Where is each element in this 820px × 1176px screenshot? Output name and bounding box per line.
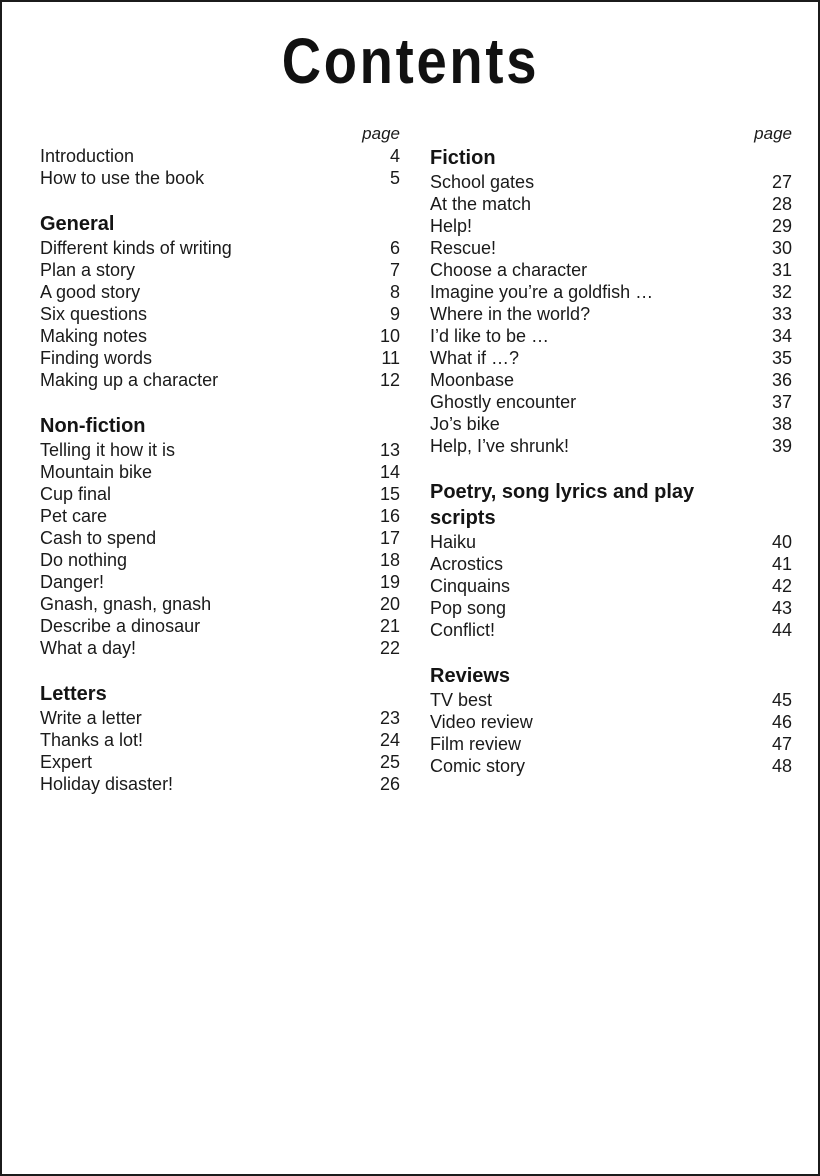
toc-entry-title: Plan a story [40,260,136,280]
toc-entry [40,439,400,461]
toc-entry [40,325,400,347]
toc-section [430,663,792,777]
toc-section [40,413,400,659]
toc-entry-title: Cash to spend [40,528,157,548]
toc-entry [430,435,792,457]
toc-entry [430,391,792,413]
section-heading: Non-fiction [40,415,146,437]
toc-entry [430,619,792,641]
toc-entry-title: Cup final [40,484,112,504]
toc-entry-page: 34 [771,326,792,346]
toc-entry-title: Imagine you’re a goldfish … [430,282,654,302]
toc-entry-page: 5 [389,168,400,188]
toc-entry-title: Gnash, gnash, gnash [40,594,212,614]
toc-entry-title: Different kinds of writing [40,238,232,258]
toc-entry [40,303,400,325]
toc-entry-title: How to use the book [40,168,205,188]
toc-entry-title: Making up a character [40,370,219,390]
toc-entry-page: 21 [379,616,400,636]
toc-entry-page: 7 [389,260,400,280]
toc-entry [40,347,400,369]
toc-column-1 [430,123,792,795]
toc-entry [40,707,400,729]
section-heading: Fiction [430,147,496,169]
toc-entry-page: 24 [379,730,400,750]
toc-entry-page: 30 [771,238,792,258]
toc-section [430,145,792,457]
toc-entry [40,773,400,795]
section-heading: Reviews [430,665,511,687]
toc-column-0 [40,123,400,795]
toc-entry-page: 15 [379,484,400,504]
toc-entry [430,259,792,281]
toc-entry-title: Acrostics [430,554,504,574]
toc-entry [430,755,792,777]
toc-entry-page: 18 [379,550,400,570]
toc-entry-title: Conflict! [430,620,496,640]
toc-entry-title: Describe a dinosaur [40,616,201,636]
toc-entry-page: 33 [771,304,792,324]
toc-entry-page: 26 [379,774,400,794]
toc-entry-title: Video review [430,712,533,732]
toc-entry-title: Moonbase [430,370,515,390]
toc-entry [40,549,400,571]
toc-entry [430,711,792,733]
toc-entry-page: 20 [379,594,400,614]
toc-entry [430,281,792,303]
toc-entry-title: Pet care [40,506,108,526]
toc-entry-title: Cinquains [430,576,511,596]
toc-entry-title: What a day! [40,638,137,658]
toc-entry-title: School gates [430,172,535,192]
toc-entry [430,171,792,193]
toc-entry [40,527,400,549]
toc-entry-page: 16 [379,506,400,526]
toc-entry-page: 6 [389,238,400,258]
toc-entry-title: Where in the world? [430,304,591,324]
toc-entry-title: Six questions [40,304,148,324]
toc-entry-title: Film review [430,734,522,754]
toc-entry-title: A good story [40,282,141,302]
toc-entry [40,593,400,615]
toc-entry-page: 13 [379,440,400,460]
toc-entry-title: Help, I’ve shrunk! [430,436,570,456]
toc-entry [430,553,792,575]
toc-entry-title: Finding words [40,348,153,368]
toc-section [40,211,400,391]
toc-entry-page: 28 [771,194,792,214]
toc-entry-title: Haiku [430,532,477,552]
toc-entry [40,729,400,751]
toc-entry [40,145,400,167]
toc-entry-page: 37 [771,392,792,412]
toc-entry [40,259,400,281]
toc-entry-page: 31 [771,260,792,280]
toc-entry-title: Expert [40,752,93,772]
toc-entry-page: 32 [771,282,792,302]
toc-entry-title: Making notes [40,326,148,346]
toc-entry [40,369,400,391]
toc-entry-title: Do nothing [40,550,128,570]
toc-entry-title: Mountain bike [40,462,153,482]
toc-entry-title: Write a letter [40,708,142,728]
toc-entry-page: 27 [771,172,792,192]
toc-entry-page: 35 [771,348,792,368]
toc-section [40,145,400,189]
toc-columns [40,123,792,795]
page-title: Contents [281,25,539,97]
toc-entry-page: 44 [771,620,792,640]
toc-entry-page: 40 [771,532,792,552]
toc-entry-page: 38 [771,414,792,434]
toc-entry [430,575,792,597]
toc-entry-page: 10 [379,326,400,346]
toc-entry-title: At the match [430,194,532,214]
toc-entry-page: 19 [379,572,400,592]
toc-entry-title: Rescue! [430,238,497,258]
toc-entry [430,733,792,755]
toc-section [430,479,792,641]
section-heading: Letters [40,683,107,705]
toc-entry [430,303,792,325]
toc-entry-title: Help! [430,216,473,236]
toc-entry-title: Holiday disaster! [40,774,174,794]
toc-entry-page: 41 [771,554,792,574]
toc-entry [430,193,792,215]
toc-entry-page: 29 [771,216,792,236]
toc-entry [40,751,400,773]
toc-entry-page: 12 [379,370,400,390]
toc-entry [40,505,400,527]
toc-entry [40,461,400,483]
toc-entry-page: 43 [771,598,792,618]
toc-entry-title: TV best [430,690,493,710]
toc-entry-page: 11 [381,348,400,368]
toc-entry [430,597,792,619]
toc-entry-page: 9 [389,304,400,324]
toc-entry [430,413,792,435]
toc-entry [40,483,400,505]
toc-section [40,681,400,795]
toc-entry [40,615,400,637]
toc-entry-page: 45 [771,690,792,710]
toc-entry-page: 36 [771,370,792,390]
toc-entry [430,369,792,391]
toc-entry-page: 17 [379,528,400,548]
toc-entry-page: 47 [771,734,792,754]
toc-entry [430,347,792,369]
toc-entry [430,531,792,553]
toc-entry-page: 48 [771,756,792,776]
toc-entry-title: I’d like to be … [430,326,550,346]
toc-entry-title: Jo’s bike [430,414,500,434]
toc-entry-title: Choose a character [430,260,588,280]
toc-entry [40,637,400,659]
section-heading: Poetry, song lyrics and play scripts [430,481,695,529]
toc-entry-page: 23 [379,708,400,728]
toc-entry [430,237,792,259]
toc-entry-page: 4 [389,146,400,166]
toc-entry-page: 39 [771,436,792,456]
toc-entry-title: Introduction [40,146,135,166]
toc-entry-page: 14 [379,462,400,482]
page-header [2,24,818,98]
toc-entry-title: Telling it how it is [40,440,176,460]
toc-entry [430,325,792,347]
toc-entry-page: 22 [379,638,400,658]
toc-entry-page: 42 [771,576,792,596]
toc-entry [40,237,400,259]
toc-entry-title: Ghostly encounter [430,392,577,412]
toc-entry [40,571,400,593]
toc-entry-title: Pop song [430,598,507,618]
toc-entry [430,689,792,711]
toc-entry-title: Comic story [430,756,526,776]
toc-entry [40,167,400,189]
toc-entry-title: What if …? [430,348,520,368]
toc-entry [430,215,792,237]
toc-entry [40,281,400,303]
toc-entry-page: 8 [389,282,400,302]
toc-entry-title: Danger! [40,572,105,592]
toc-entry-page: 25 [379,752,400,772]
toc-entry-title: Thanks a lot! [40,730,144,750]
page-column-label: page [754,124,792,143]
page-column-label: page [362,124,400,143]
section-heading: General [40,213,115,235]
toc-entry-page: 46 [771,712,792,732]
